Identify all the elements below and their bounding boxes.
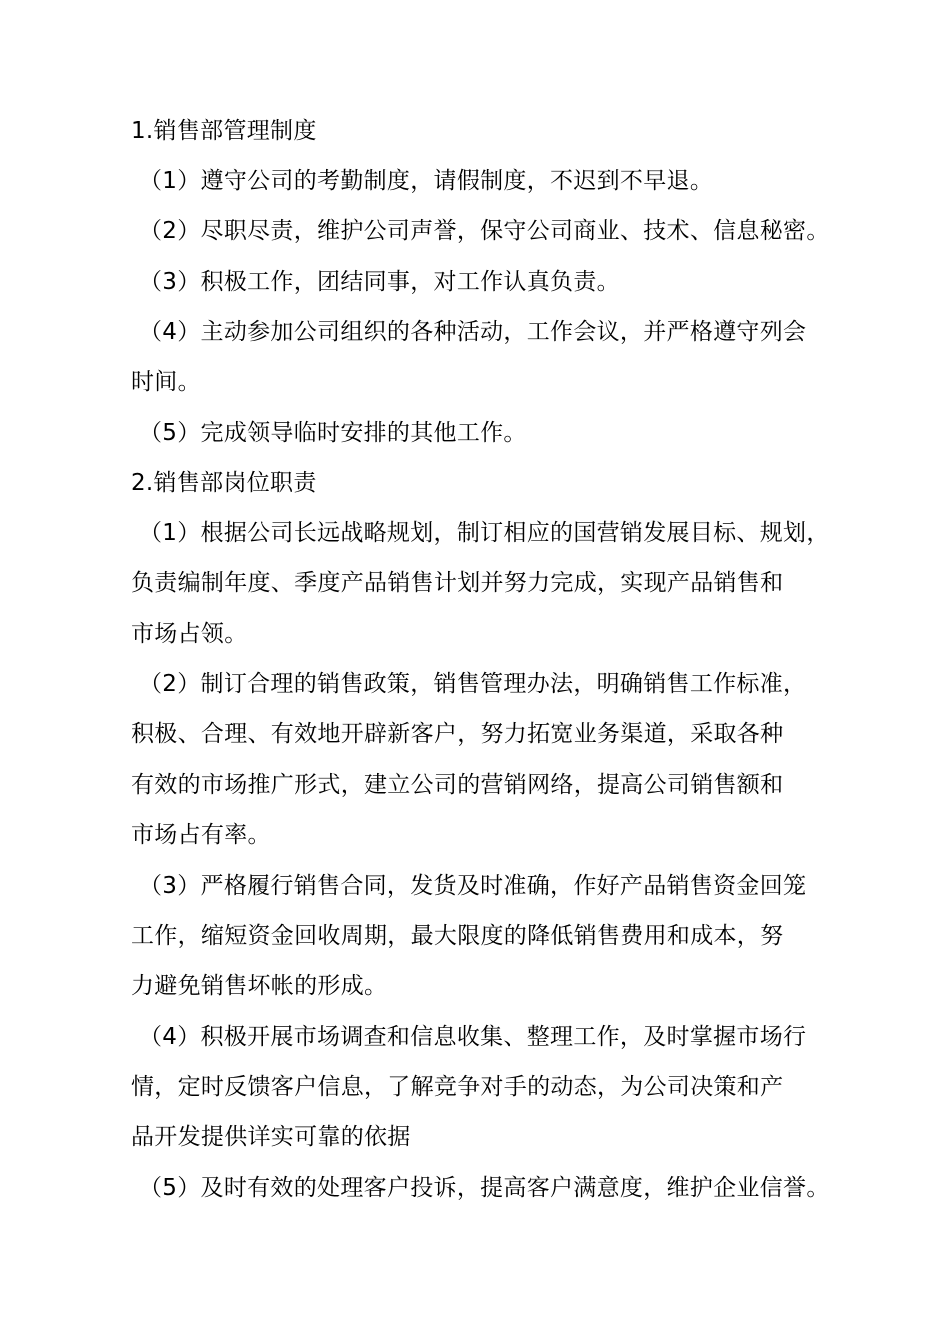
paragraph-line: （5）完成领导临时安排的其他工作。	[139, 420, 527, 446]
paragraph-line: （1）根据公司长远战略规划，制订相应的国营销发展目标、规划，	[139, 520, 830, 546]
paragraph-line: （4）积极开展市场调查和信息收集、整理工作，及时掌握市场行	[139, 1024, 807, 1050]
paragraph-line: （4）主动参加公司组织的各种活动，工作会议，并严格遵守列会	[139, 319, 807, 345]
paragraph-line: （1）遵守公司的考勤制度，请假制度，不迟到不早退。	[139, 168, 714, 194]
paragraph-line: 有效的市场推广形式，建立公司的营销网络，提高公司销售额和	[131, 772, 784, 798]
paragraph-line: 力避免销售坏帐的形成。	[131, 973, 388, 999]
paragraph-line: 市场占有率。	[131, 822, 271, 848]
paragraph-line: （5）及时有效的处理客户投诉，提高客户满意度，维护企业信誉。	[139, 1175, 830, 1201]
paragraph-line: 情，定时反馈客户信息，了解竞争对手的动态，为公司决策和产	[131, 1074, 784, 1100]
paragraph-line: 工作，缩短资金回收周期，最大限度的降低销售费用和成本，努	[131, 923, 784, 949]
paragraph-line: 积极、合理、有效地开辟新客户，努力拓宽业务渠道，采取各种	[131, 721, 784, 747]
paragraph-line: （3）积极工作，团结同事，对工作认真负责。	[139, 269, 620, 295]
section-heading-2: 2.销售部岗位职责	[131, 470, 317, 496]
paragraph-line: （2）尽职尽责，维护公司声誉，保守公司商业、技术、信息秘密。	[139, 218, 830, 244]
paragraph-line: （3）严格履行销售合同，发货及时准确，作好产品销售资金回笼	[139, 873, 807, 899]
paragraph-line: 品开发提供详实可靠的依据	[131, 1124, 411, 1150]
paragraph-line: 时间。	[131, 369, 201, 395]
section-heading-1: 1.销售部管理制度	[131, 118, 317, 144]
paragraph-line: 市场占领。	[131, 621, 248, 647]
paragraph-line: （2）制订合理的销售政策，销售管理办法，明确销售工作标准，	[139, 671, 807, 697]
paragraph-line: 负责编制年度、季度产品销售计划并努力完成，实现产品销售和	[131, 570, 784, 596]
